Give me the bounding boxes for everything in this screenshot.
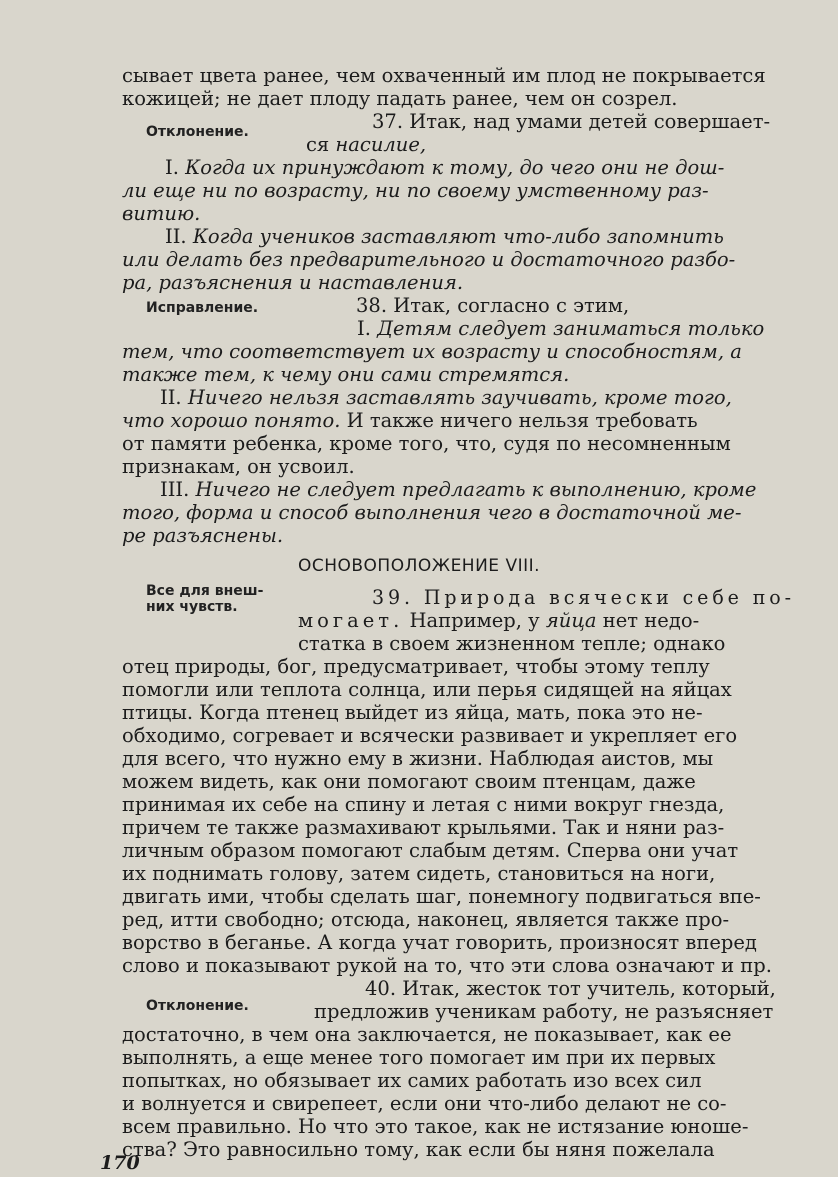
list-item-ii (160, 386, 732, 410)
text-line: слово и показывают рукой на то, что эти слова означают и пр. (122, 954, 772, 977)
text-line: помогли или теплота солнца, или перья сидящей на яйцах (122, 678, 732, 701)
text-span: нет недо- (596, 609, 700, 632)
text-line: ворство в беганье. А когда учат говорить, произносят вперед (122, 931, 757, 954)
spaced-span: могает. (298, 609, 404, 632)
list-item-i (357, 317, 764, 341)
italic-span: Ничего не следует предлагать к выполнению, кроме (195, 478, 757, 501)
text-line: ред, итти свободно; отсюда, наконец, является также про- (122, 908, 730, 931)
list-number: I. (165, 156, 186, 179)
margin-note-correction: Исправление. (146, 300, 259, 316)
page-number: 170 (100, 1152, 140, 1174)
text-line: всем правильно. Но что это такое, как не истязание юноше- (122, 1115, 749, 1138)
text-line: достаточно, в чем она заключается, не показывает, как ее (122, 1023, 732, 1046)
text-span: Например, у (403, 609, 546, 632)
text-line: личным образом помогают слабым детям. Сперва они учат (122, 839, 739, 862)
paragraph-40-start: 40. Итак, жесток тот учитель, который, (365, 977, 776, 1000)
text-line: двигать ими, чтобы сделать шаг, понемногу подвигаться впе- (122, 885, 761, 908)
italic-span: яйца (545, 609, 597, 632)
text-line (306, 133, 426, 157)
text-line: также тем, к чему они сами стремятся. (122, 363, 570, 386)
italic-span: Детям следует заниматься только (377, 317, 765, 340)
text-line: и волнуется и свирепеет, если они что-либо делают не со- (122, 1092, 727, 1115)
text-line: можем видеть, как они помогают своим птенцам, даже (122, 770, 696, 793)
margin-note-deviation: Отклонение. (146, 124, 249, 140)
list-item-i (165, 156, 724, 180)
text-line: или делать без предварительного и достаточного разбо- (122, 248, 736, 271)
italic-span: Когда их принуждают к тому, до чего они не дош- (185, 156, 725, 179)
text-line: предложив ученикам работу, не разъясняет (314, 1000, 774, 1023)
text-line: для всего, что нужно ему в жизни. Наблюдая аистов, мы (122, 747, 714, 770)
text-line: их поднимать голову, затем сидеть, становиться на ноги, (122, 862, 716, 885)
text-line: ре разъяснены. (122, 524, 284, 547)
text-line (298, 609, 699, 633)
italic-span: Ничего нельзя заставлять заучивать, кроме того, (187, 386, 732, 409)
list-number: I. (357, 317, 378, 340)
list-number: II. (160, 386, 188, 409)
paragraph-38-start: 38. Итак, согласно с этим, (356, 294, 630, 317)
text-line: тем, что соответствует их возрасту и способностям, а (122, 340, 742, 363)
section-heading: ОСНОВОПОЛОЖЕНИЕ VIII. (297, 556, 541, 576)
italic-span: Когда учеников заставляют что-либо запомнить (192, 225, 724, 248)
text-line (122, 409, 698, 433)
margin-note-external-senses: Все для внеш- них чувств. (146, 583, 264, 615)
text-span: ся (306, 133, 336, 156)
text-line: причем те также размахивают крыльями. Так и няни раз- (122, 816, 725, 839)
list-number: III. (160, 478, 196, 501)
text-line: попытках, но обязывает их самих работать изо всех сил (122, 1069, 702, 1092)
text-line: птицы. Когда птенец выйдет из яйца, мать, пока это не- (122, 701, 703, 724)
list-number: II. (165, 225, 193, 248)
paragraph-39-start (372, 586, 795, 610)
text-span: 39. Природа всячески себе по- (372, 586, 795, 609)
text-span: И также ничего нельзя требовать (340, 409, 698, 432)
text-line: выполнять, а еще менее того помогает им при их первых (122, 1046, 716, 1069)
list-item-iii (160, 478, 756, 502)
paragraph-37-start: 37. Итак, над умами детей совершает- (372, 110, 771, 133)
italic-span: что хорошо понято. (122, 409, 341, 432)
text-line: принимая их себе на спину и летая с ними вокруг гнезда, (122, 793, 725, 816)
text-line: статка в своем жизненном тепле; однако (298, 632, 726, 655)
text-line: от памяти ребенка, кроме того, что, судя по несомненным (122, 432, 731, 455)
text-line: обходимо, согревает и всячески развивает и укрепляет его (122, 724, 738, 747)
italic-span: насилие, (335, 133, 427, 156)
text-line: кожицей; не дает плоду падать ранее, чем он созрел. (122, 87, 678, 110)
list-item-ii (165, 225, 724, 249)
text-line: ли еще ни по возрасту, ни по своему умственному раз- (122, 179, 709, 202)
text-line: того, форма и способ выполнения чего в достаточной ме- (122, 501, 742, 524)
text-line: сывает цвета ранее, чем охваченный им плод не покрывается (122, 64, 766, 87)
text-line: отец природы, бог, предусматривает, чтобы этому теплу (122, 655, 710, 678)
text-line: ра, разъяснения и наставления. (122, 271, 464, 294)
text-line: витию. (122, 202, 201, 225)
text-line: признакам, он усвоил. (122, 455, 355, 478)
margin-note-deviation: Отклонение. (146, 998, 249, 1014)
text-line: ства? Это равносильно тому, как если бы няня пожелала (122, 1138, 715, 1161)
